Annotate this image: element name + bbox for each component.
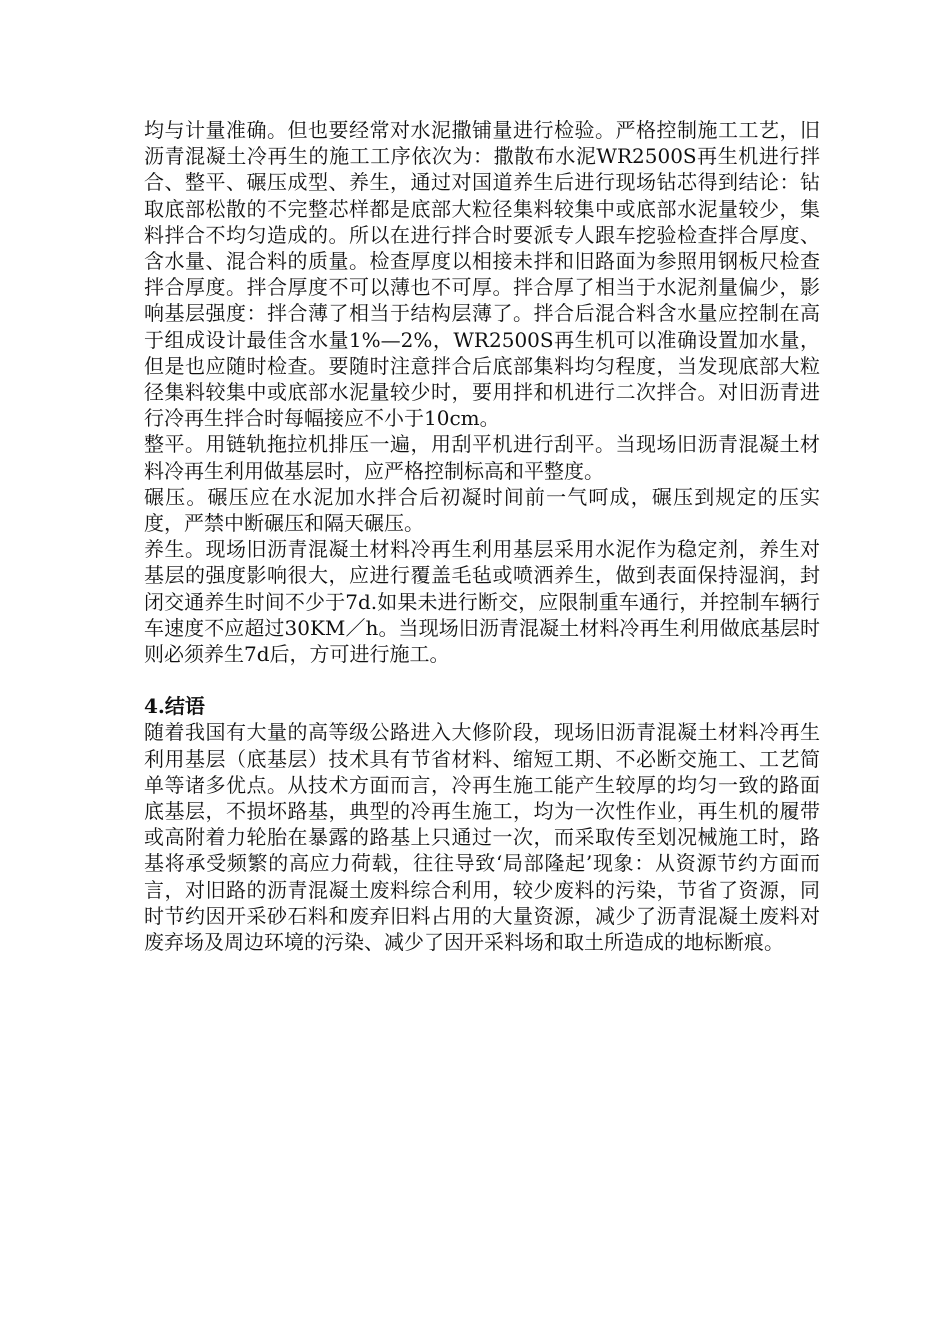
paragraph-leveling: 整平。用链轨拖拉机排压一遍，用刮平机进行刮平。当现场旧沥青混凝土材料冷再生利用做基层时，应严格控制标高和平整度。 <box>144 432 820 483</box>
paragraph-mixing: 均与计量准确。但也要经常对水泥撒铺量进行检验。严格控制施工工艺，旧沥青混凝土冷再生的施工工序依次为：撒散布水泥WR2500S再生机进行拌合、整平、碾压成型、养生，通过对国道养生后进行现场钻芯得到结论：钻取底部松散的不完整芯样都是底部大粒径集料较集中或底部水泥量较少，集料拌合不均匀造成的。所以在进行拌合时要派专人跟车挖验检查拌合厚度、含水量、混合料的质量。检查厚度以相接未拌和旧路面为参照用钢板尺检查拌合厚度。拌合厚度不可以薄也不可厚。拌合厚了相当于水泥剂量偏少，影响基层强度：拌合薄了相当于结构层薄了。拌合后混合料含水量应控制在高于组成设计最佳含水量1%—2%，WR2500S再生机可以准确设置加水量，但是也应随时检查。要随时注意拌合后底部集料均匀程度，当发现底部大粒径集料较集中或底部水泥量较少时，要用拌和机进行二次拌合。对旧沥青进行冷再生拌合时每幅接应不小于10cm。 <box>144 118 820 431</box>
section-heading: 4.结语 <box>144 694 205 719</box>
section-spacer <box>144 667 820 693</box>
paragraph-compaction: 碾压。碾压应在水泥加水拌合后初凝时间前一气呵成，碾压到规定的压实度，严禁中断碾压和隔天碾压。 <box>144 484 820 536</box>
paragraph-conclusion: 随着我国有大量的高等级公路进入大修阶段，现场旧沥青混凝土材料冷再生利用基层（底基层）技术具有节省材料、缩短工期、不必断交施工、工艺简单等诸多优点。从技术方面而言，冷再生施工能产生较厚的均匀一致的路面底基层，不损坏路基，典型的冷再生施工，均为一次性作业，再生机的履带或高附着力轮胎在暴露的路基上只通过一次，而采取传至划况械施工时，路基将承受频繁的高应力荷载，往往导致‘局部隆起’现象：从资源节约方面而言，对旧路的沥青混凝土废料综合利用，较少废料的污染，节省了资源，同时节约因开采砂石料和废弃旧料占用的大量资源，减少了沥青混凝土废料对废弃场及周边环境的污染、减少了因开采料场和取土所造成的地标断痕。 <box>144 720 820 955</box>
document-body <box>144 117 820 955</box>
paragraph-curing: 养生。现场旧沥青混凝土材料冷再生利用基层采用水泥作为稳定剂，养生对基层的强度影响很大，应进行覆盖毛毡或喷洒养生，做到表面保持湿润，封闭交通养生时间不少于7d.如果未进行断交，应限制重车通行，并控制车辆行车速度不应超过30KM／h。当现场旧沥青混凝土材料冷再生利用做底基层时则必须养生7d后，方可进行施工。 <box>144 537 820 667</box>
